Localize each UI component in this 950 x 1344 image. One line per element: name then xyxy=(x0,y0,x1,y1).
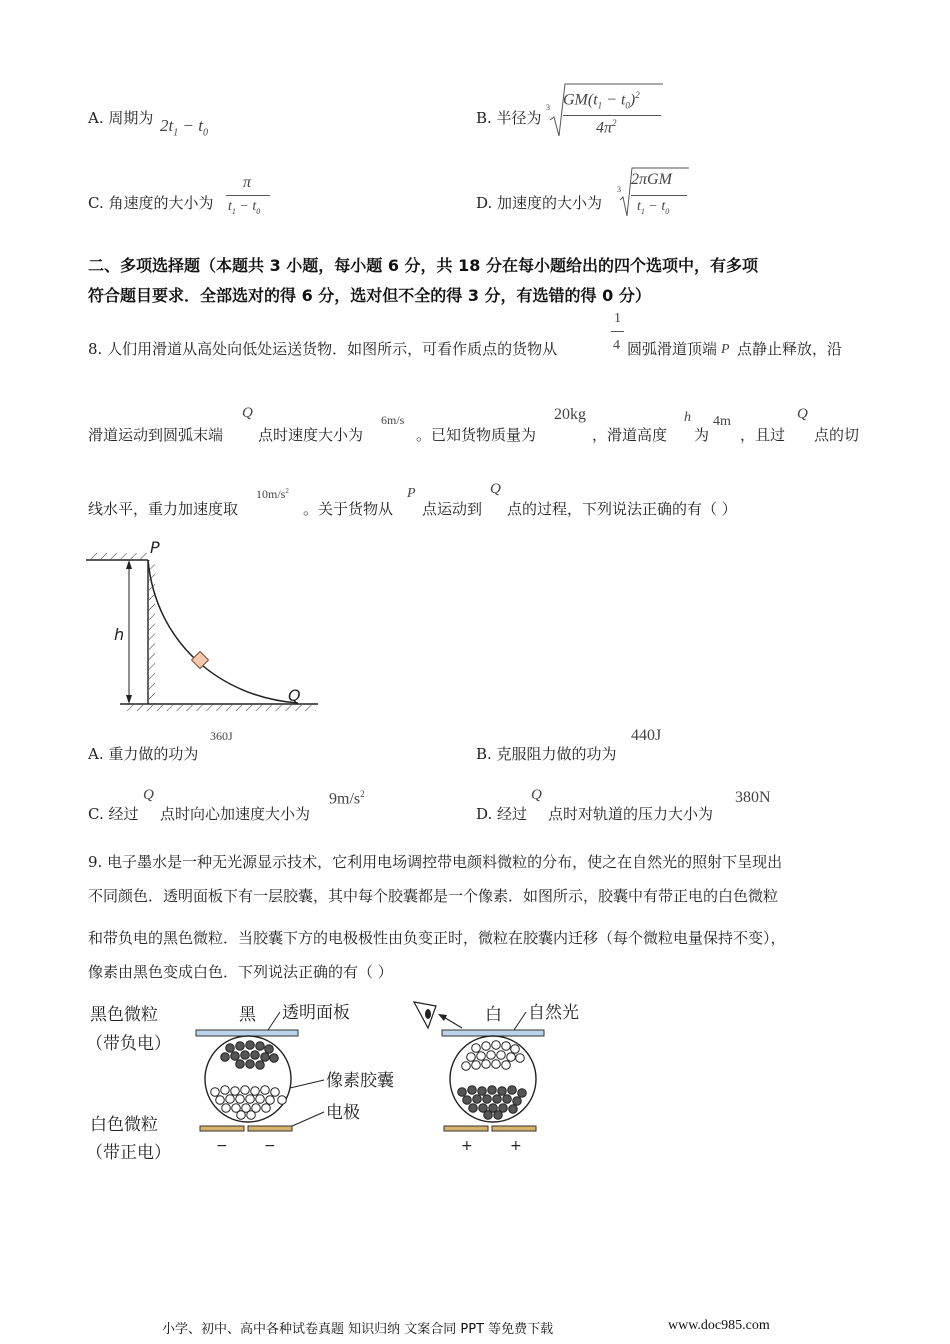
label-positive-charge: （带正电） xyxy=(86,1143,171,1163)
label-h: h xyxy=(114,625,125,644)
electrode-left-2 xyxy=(444,1126,488,1131)
plus-sign-2: + xyxy=(510,1138,522,1154)
q8-point-p-2: P xyxy=(407,486,416,501)
q8-line3-b: 。关于货物从 xyxy=(303,500,394,518)
q8-option-c-value: $9m/s^2$ xyxy=(329,789,365,808)
q8-line1-c: 点静止释放，沿 xyxy=(737,340,843,358)
q8-line3-d: 点的过程，下列说法正确的有（ ） xyxy=(507,500,737,518)
plus-sign-1: + xyxy=(461,1138,473,1154)
q8-option-d-value: 380N xyxy=(735,789,771,806)
electrode-right-2 xyxy=(492,1126,536,1131)
q8-h: h xyxy=(684,410,691,425)
q7-a-label: A. 周期为 xyxy=(88,109,154,127)
section-heading-line1: 二、多项选择题（本题共 3 小题，每小题 6 分，共 18 分在每小题给出的四个选项中，有多项 xyxy=(88,256,758,275)
capsule-figure-black xyxy=(84,994,414,1166)
q8-frac-line xyxy=(611,331,624,332)
q8-point-p: P xyxy=(721,342,730,357)
q8-line2-e: 为 xyxy=(694,426,710,444)
q8-g-value: $10m/s^2$ xyxy=(256,487,289,501)
label-black-particle: 黑色微粒 xyxy=(90,1005,158,1025)
q8-option-a-value: 360J xyxy=(210,729,233,743)
q8-option-c-a: C. 经过 xyxy=(88,805,139,823)
cargo-box xyxy=(192,652,209,669)
q8-line2-d: ，滑道高度 xyxy=(592,426,668,444)
q7-d-label: D. 加速度的大小为 xyxy=(476,194,603,212)
footer-text: 小学、初中、高中各种试卷真题 知识归纳 文案合同 PPT 等免费下载 xyxy=(162,1322,554,1337)
transparent-panel-2 xyxy=(442,1030,544,1036)
q8-option-b-label: B. 克服阻力做的功为 xyxy=(476,745,617,763)
q7-b-label: B. 半径为 xyxy=(476,109,542,127)
q7-d-numerator: 2πGM xyxy=(631,171,672,188)
label-natural-light: 自然光 xyxy=(528,1003,579,1023)
label-black: 黑 xyxy=(239,1005,256,1025)
q7-b-root-index: 3 xyxy=(546,103,550,112)
label-white: 白 xyxy=(485,1005,502,1025)
transparent-panel xyxy=(196,1030,298,1036)
q9-line3: 和带负电的黑色微粒．当胶囊下方的电极极性由负变正时，微粒在胶囊内迁移（每个微粒电量保持不变）， xyxy=(88,929,786,947)
q8-point-q-3: Q xyxy=(490,481,501,497)
electrode-right xyxy=(248,1126,292,1131)
q8-line3-c: 点运动到 xyxy=(422,500,483,518)
q8-option-c-b: 点时向心加速度大小为 xyxy=(160,805,311,823)
q8-line2-f: ，且过 xyxy=(740,426,786,444)
label-pixel-capsule: 像素胶囊 xyxy=(326,1071,394,1091)
minus-sign-1: − xyxy=(216,1138,228,1154)
label-q: Q xyxy=(288,686,301,705)
section-heading-line2: 符合题目要求．全部选对的得 6 分，选对但不全的得 3 分，有选错的得 0 分） xyxy=(88,286,651,305)
q7-c-numerator: π xyxy=(243,174,252,191)
q7-a-expr: $2t_1 - t_0$ xyxy=(160,116,208,139)
ceiling-hatch xyxy=(88,553,148,559)
q7-b-numerator: $GM(t_1 - t_0)^2$ xyxy=(563,90,640,111)
label-negative-charge: （带负电） xyxy=(86,1034,171,1054)
q7-b-denominator: $4\pi^2$ xyxy=(596,118,617,137)
label-white-particle: 白色微粒 xyxy=(90,1115,158,1135)
q7-c-denominator: $t_1 - t_0$ xyxy=(228,199,261,216)
q8-slide-figure xyxy=(84,536,324,716)
q9-line2: 不同颜色．透明面板下有一层胶囊，其中每个胶囊都是一个像素．如图所示，胶囊中有带正电的白色微粒 xyxy=(88,887,779,905)
label-transparent-panel: 透明面板 xyxy=(282,1003,350,1023)
q8-point-q: Q xyxy=(242,405,253,421)
q7-d-fraction-line xyxy=(631,195,687,196)
q9-line1: 9. 电子墨水是一种无光源显示技术，它利用电场调控带电颜料微粒的分布，使之在自然光的照射下呈现出 xyxy=(88,853,783,871)
q7-c-label: C. 角速度的大小为 xyxy=(88,194,214,212)
ground-hatch xyxy=(124,705,316,711)
label-p: P xyxy=(150,538,160,557)
q8-frac-den: 4 xyxy=(613,338,620,353)
label-electrode: 电极 xyxy=(326,1103,360,1123)
q8-option-b-value: 440J xyxy=(631,727,662,744)
q8-option-d-q: Q xyxy=(531,787,542,803)
q8-line1-b: 圆弧滑道顶端 xyxy=(627,340,718,358)
q8-line2-g: 点的切 xyxy=(814,426,860,444)
capsule-figure-white xyxy=(410,994,600,1166)
q7-d-denominator: $t_1 - t_0$ xyxy=(637,199,670,216)
q7-c-fraction-line xyxy=(226,195,270,196)
q8-option-d-a: D. 经过 xyxy=(476,805,528,823)
eye-icon xyxy=(414,1002,436,1028)
q8-line3-a: 线水平，重力加速度取 xyxy=(88,500,239,518)
q8-option-d-b: 点时对轨道的压力大小为 xyxy=(548,805,714,823)
q8-height: 4m xyxy=(713,414,731,429)
q8-speed: 6m/s xyxy=(381,413,405,427)
q8-frac-num: 1 xyxy=(614,311,621,326)
q8-line2-a: 滑道运动到圆弧末端 xyxy=(88,426,224,444)
q7-b-fraction-line xyxy=(563,115,661,116)
q8-point-q-2: Q xyxy=(797,406,808,422)
q8-option-a-label: A. 重力做的功为 xyxy=(88,745,199,763)
q8-mass: 20kg xyxy=(554,406,586,423)
electrode-left xyxy=(200,1126,244,1131)
q8-option-c-q: Q xyxy=(143,787,154,803)
arc-track xyxy=(148,560,298,703)
footer-url[interactable]: www.doc985.com xyxy=(668,1318,770,1333)
q8-line1-a: 8. 人们用滑道从高处向低处运送货物．如图所示，可看作质点的货物从 xyxy=(88,340,558,358)
q8-line2-b: 点时速度大小为 xyxy=(258,426,364,444)
q9-line4: 像素由黑色变成白色．下列说法正确的有（ ） xyxy=(88,963,393,981)
q8-line2-c: 。已知货物质量为 xyxy=(416,426,537,444)
minus-sign-2: − xyxy=(264,1138,276,1154)
q7-d-root-index: 3 xyxy=(617,185,621,194)
